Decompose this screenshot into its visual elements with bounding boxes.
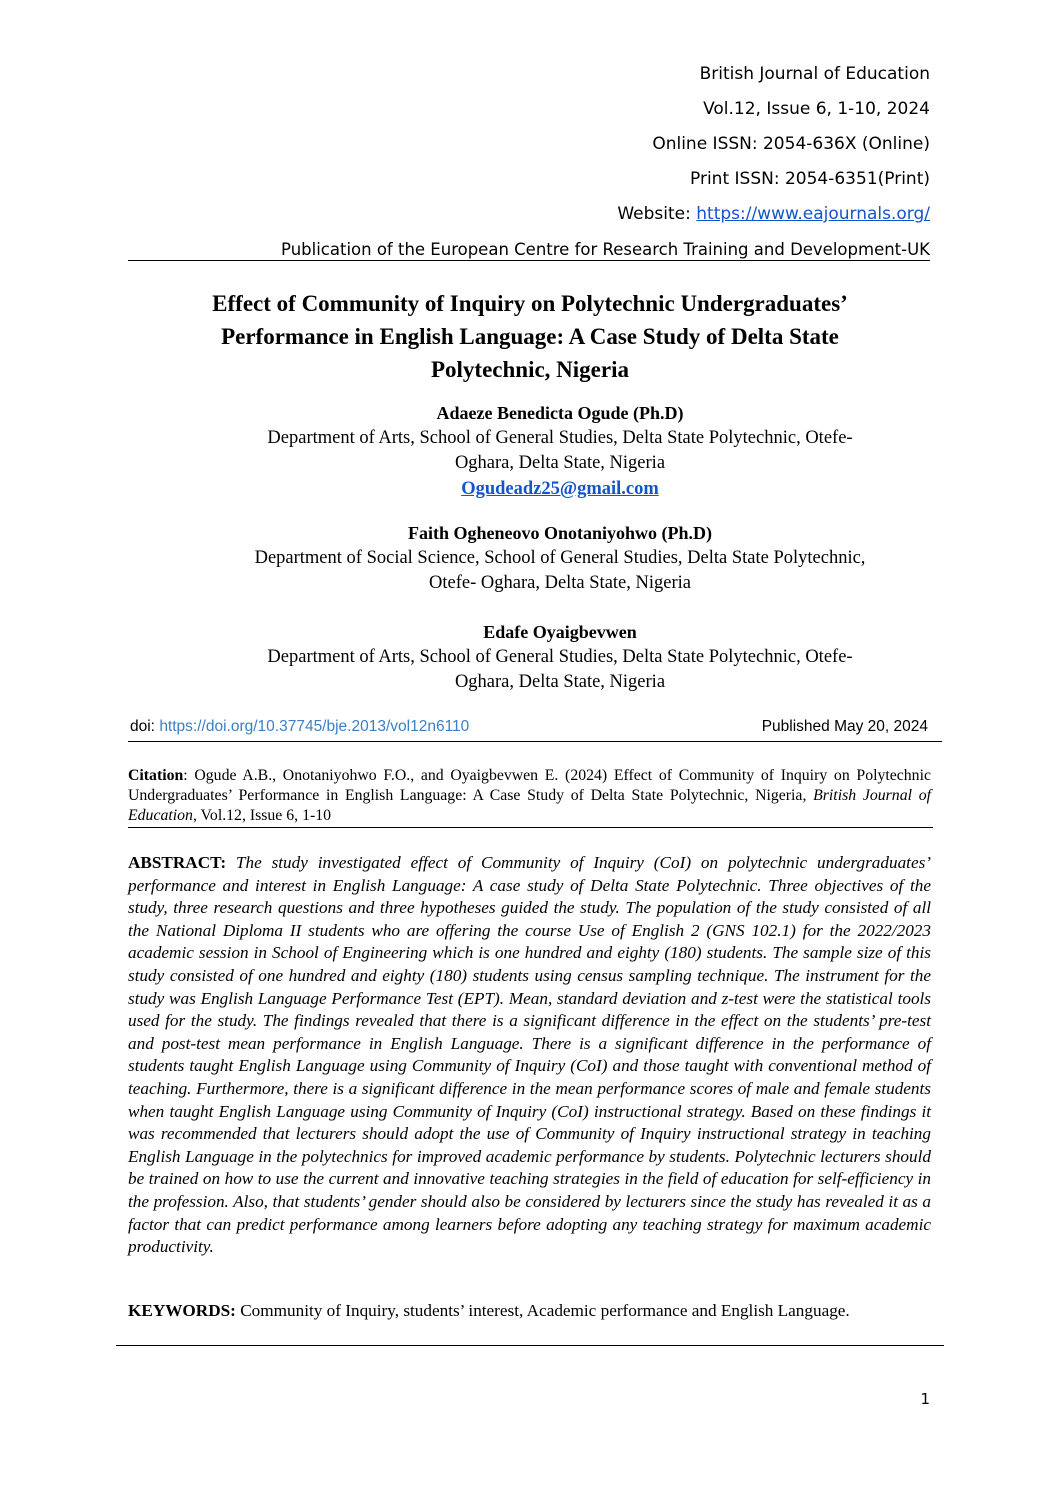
doi-row [130, 718, 928, 736]
citation [128, 766, 931, 826]
paper-title [140, 287, 920, 386]
abstract-text: The study investigated effect of Community of Inquiry (CoI) on polytechnic undergraduates’ performance and interest in English Language: A case study of Delta State Polytechnic. Three objectives of the study, three research questions and three hypotheses guided the study. The population of the study consisted of all the National Diploma II students who are offering the course Use of English 2 (GNS 102.1) for the 2022/2023 academic session in School of Engineering which is one hundred and eighty (180) students. The sample size of this study consisted of one hundred and eighty (180) students using census sampling technique. The instrument for the study was English Language Performance Test (EPT). Mean, standard deviation and z-test were the statistical tools used for the study. The findings revealed that there is a significant difference in the effect on the students’ pre-test and post-test mean performance in English Language. There is a significant difference in the performance of students taught English Language using Community of Inquiry (CoI) and those taught with conventional method of teaching. Furthermore, there is a significant difference in the mean performance scores of male and female students when taught English Language using Community of Inquiry (CoI) instructional strategy. Based on these findings it was recommended that lecturers should adopt the use of Community of Inquiry instructional strategy in teaching English Language in the polytechnics for improved academic performance by students. Polytechnic lecturers should be trained on how to use the current and innovative teaching strategies in the field of education for self-efficiency in the profession. Also, that students’ gender should also be considered by lecturers since the study has revealed it as a factor that can predict performance among learners before adopting any teaching strategy for maximum academic productivity. [128, 853, 931, 1257]
website-link[interactable]: https://www.eajournals.org/ [696, 204, 930, 224]
author-name: Adaeze Benedicta Ogude (Ph.D) [436, 403, 684, 423]
author-department: Oghara, Delta State, Nigeria [454, 453, 666, 473]
title-line: Polytechnic, Nigeria [430, 357, 629, 382]
author-block-2 [160, 520, 960, 596]
author-department: Oghara, Delta State, Nigeria [454, 672, 666, 692]
volume-info: Vol.12, Issue 6, 1-10, 2024 [703, 99, 930, 119]
keywords-rule [116, 1345, 944, 1346]
author-name: Edafe Oyaigbevwen [483, 622, 637, 642]
page-number: 1 [920, 1390, 930, 1408]
author-block-1 [150, 400, 970, 502]
citation-label: Citation [128, 767, 184, 784]
published-date: Published May 20, 2024 [761, 718, 928, 735]
doi-link[interactable]: https://doi.org/10.37745/bje.2013/vol12n6110 [159, 718, 470, 735]
author-name: Faith Ogheneovo Onotaniyohwo (Ph.D) [407, 523, 713, 543]
abstract-label: ABSTRACT: [128, 853, 227, 872]
author-department: Department of Arts, School of General Studies, Delta State Polytechnic, Otefe- [267, 647, 853, 667]
citation-rule [128, 827, 933, 828]
doi-label: doi: [130, 718, 160, 735]
keywords-text: Community of Inquiry, students’ interest, Academic performance and English Language. [235, 1301, 850, 1320]
online-issn: Online ISSN: 2054-636X (Online) [652, 134, 930, 154]
journal-name: British Journal of Education [699, 64, 930, 84]
citation-text: : Ogude A.B., Onotaniyohwo F.O., and Oyaigbevwen E. (2024) Effect of Community of Inquiry on Polytechnic Undergraduates’ Performance in English Language: A Case Study of Delta State Polytechnic, Nigeria, [128, 767, 931, 804]
print-issn: Print ISSN: 2054-6351(Print) [690, 169, 930, 189]
doi-rule [128, 741, 942, 742]
author-department: Otefe- Oghara, Delta State, Nigeria [429, 573, 691, 593]
website-line [617, 204, 930, 224]
title-line: Effect of Community of Inquiry on Polytechnic Undergraduates’ [212, 291, 848, 316]
keywords [128, 1300, 931, 1323]
abstract [128, 852, 931, 1259]
citation-text-end: , Vol.12, Issue 6, 1-10 [192, 807, 332, 824]
author-email-link[interactable]: Ogudeadz25@gmail.com [461, 479, 659, 499]
citation-journal: British Journal of Education [128, 787, 932, 824]
title-line: Performance in English Language: A Case Study of Delta State [221, 324, 839, 349]
author-department: Department of Social Science, School of General Studies, Delta State Polytechnic, [254, 548, 866, 568]
website-label: Website: [617, 204, 697, 224]
author-block-3 [150, 619, 970, 695]
author-department: Department of Arts, School of General Studies, Delta State Polytechnic, Otefe- [267, 428, 853, 448]
header-rule [128, 260, 930, 261]
keywords-label: KEYWORDS: [128, 1301, 236, 1320]
publisher-line: Publication of the European Centre for Research Training and Development-UK [281, 240, 930, 259]
